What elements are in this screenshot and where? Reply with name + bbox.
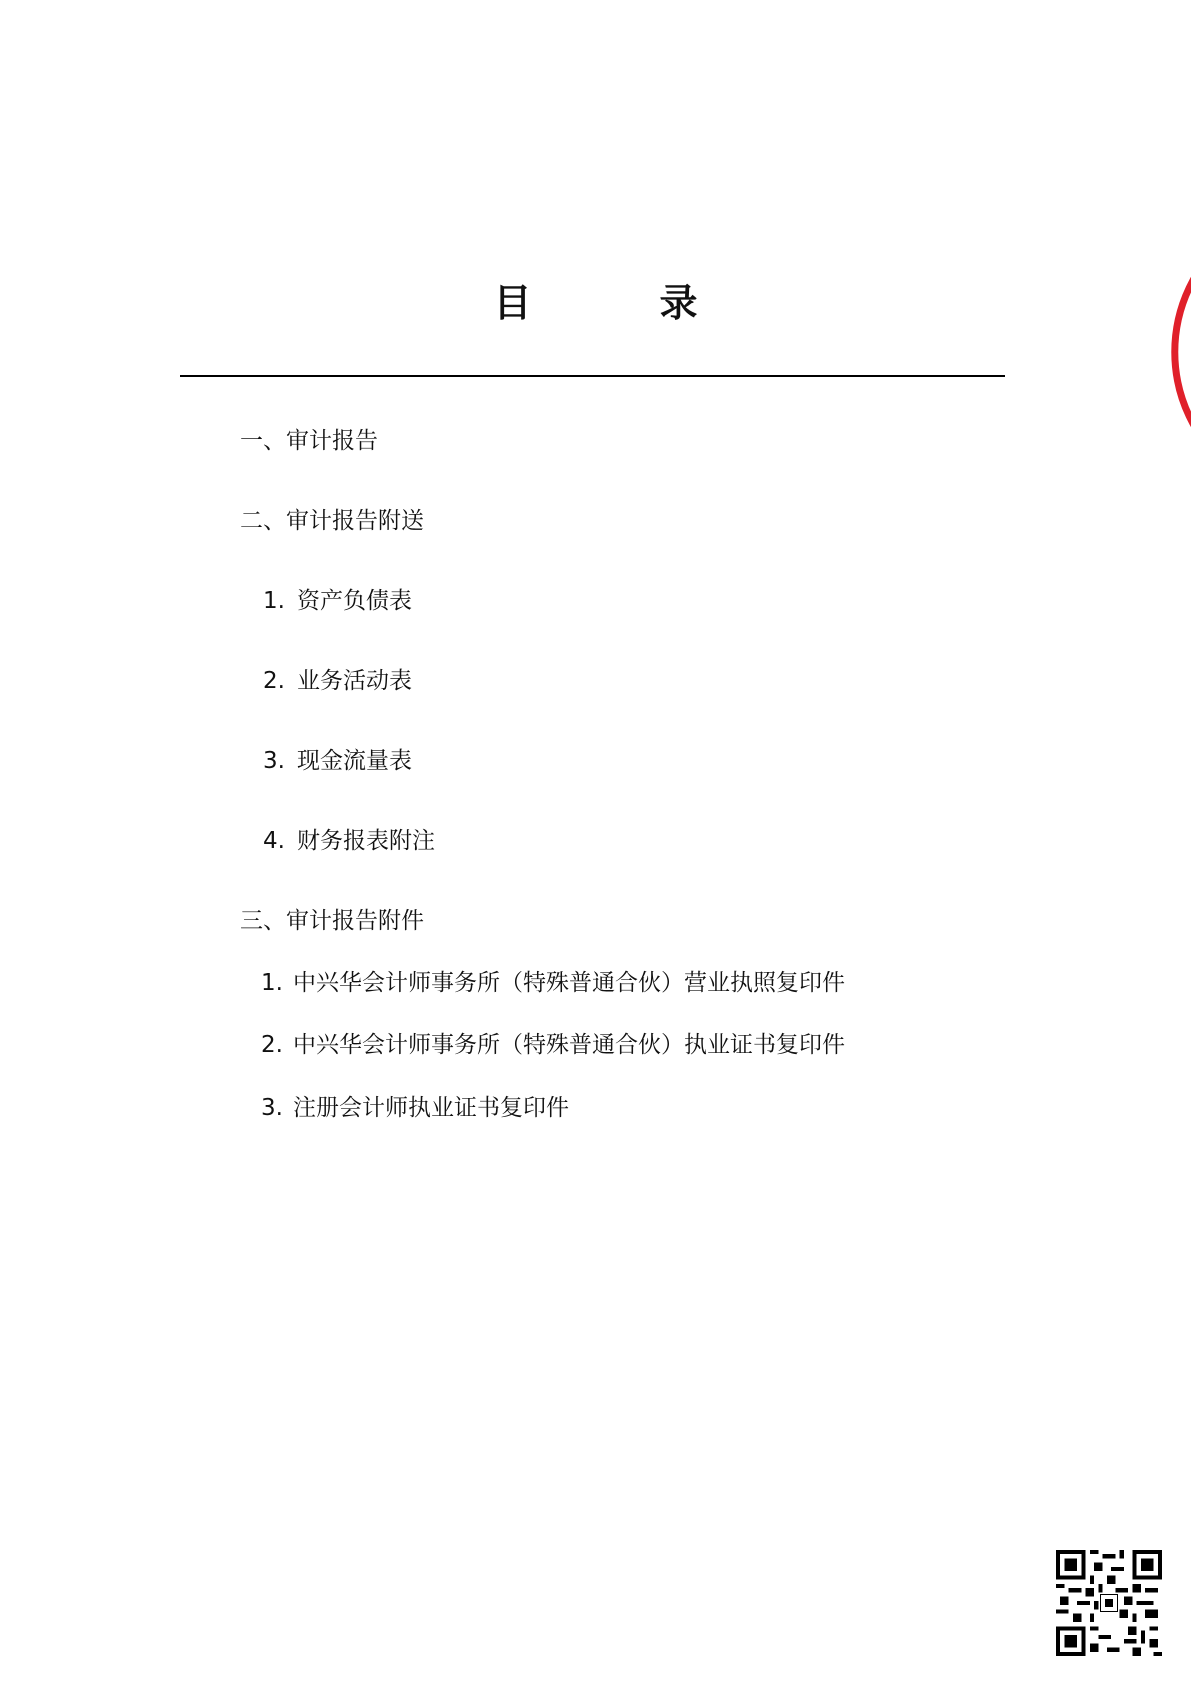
toc-item-label: 财务报表附注 (297, 828, 435, 854)
toc-section-attached-statements: 二、审计报告附送 (240, 508, 424, 534)
toc-section-audit-report: 一、审计报告 (240, 428, 378, 454)
toc-item-number: 3. (263, 748, 285, 774)
toc-item-activity-statement (263, 667, 412, 695)
qr-code-icon (1056, 1549, 1162, 1657)
toc-item-label: 现金流量表 (297, 748, 412, 774)
toc-item-number: 4. (263, 828, 285, 854)
toc-item-number: 2. (261, 1032, 283, 1058)
toc-item-practice-certificate (261, 1031, 845, 1059)
toc-item-notes (263, 827, 435, 855)
toc-item-cash-flow-statement (263, 747, 412, 775)
toc-item-number: 3. (261, 1095, 283, 1121)
title-divider (180, 375, 1005, 377)
title-char-1: 目 (493, 281, 532, 325)
toc-item-balance-sheet (263, 587, 412, 615)
toc-item-label: 中兴华会计师事务所（特殊普通合伙）执业证书复印件 (293, 1032, 845, 1058)
toc-item-label: 业务活动表 (297, 668, 412, 694)
toc-item-cpa-certificate (261, 1094, 569, 1122)
red-seal-icon (1165, 232, 1191, 472)
toc-item-number: 2. (263, 668, 285, 694)
toc-item-number: 1. (261, 970, 283, 996)
toc-item-label: 中兴华会计师事务所（特殊普通合伙）营业执照复印件 (293, 970, 845, 996)
toc-item-business-license (261, 969, 845, 997)
toc-item-number: 1. (263, 588, 285, 614)
toc-section-attachments: 三、审计报告附件 (240, 908, 424, 934)
page-title (0, 272, 1191, 327)
title-char-2: 录 (659, 281, 698, 325)
toc-item-label: 注册会计师执业证书复印件 (293, 1095, 569, 1121)
toc-item-label: 资产负债表 (297, 588, 412, 614)
